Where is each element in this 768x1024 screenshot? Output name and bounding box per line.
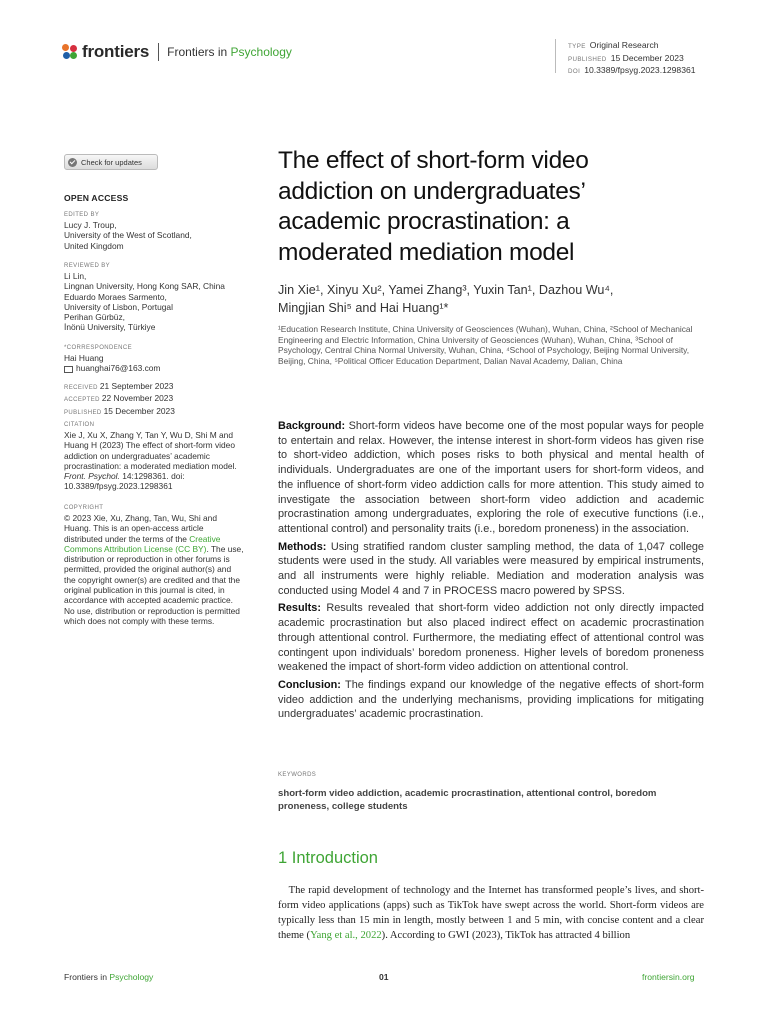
copyright-text: © 2023 Xie, Xu, Zhang, Tan, Wu, Shi and Huang. This is an open-access article distributed under the terms of the Creative Commons Attribution License (CC BY). The use, distribution or reproduction in other forums is permitted, provided the original author(s) and the copyright owner(s) are credited and that the original publication in this journal is cited, in accordance with accepted academic practice. No use, distribution or reproduction is permitted which does not comply with these terms. [64,513,244,626]
received-date: RECEIVED 21 September 2023 [64,381,174,391]
open-access-label: OPEN ACCESS [64,193,129,203]
citation-block: CITATION Xie J, Xu X, Zhang Y, Tan Y, Wu D, Shi M and Huang H (2023) The effect of short-form video addiction on undergraduates’ academic procrastination: a moderated mediation model. Front. Psychol. 14:1298361. doi: 10.3389/fpsyg.2023.1298361 [64,421,244,492]
authors-line-1: Jin Xie¹, Xinyu Xu², Yamei Zhang³, Yuxin Tan¹, Dazhou Wu⁴, [278,283,614,297]
citation-link-yang-2022[interactable]: Yang et al., 2022 [310,930,382,941]
mail-icon [64,366,73,373]
cc-by-license-link[interactable]: Creative Commons Attribution License (CC BY) [64,533,221,554]
correspondence-block: *CORRESPONDENCE Hai Huang huanghai76@163.com [64,344,244,374]
journal-name[interactable]: Frontiers in Psychology [167,45,292,59]
abstract-background: Background: Short-form videos have become one of the most popular ways for people to entertain and relax. However, the intense interest in short-form videos has given rise to short-video addiction, which poses risks to both physical and mental health of individuals. Undergraduates are one of the important users for short-form videos, and the influence of short-form video addiction calls for more attention. This study aimed to investigate the association between short-form video addiction and academic procrastination among undergraduates, exploring the role of executive functions (i.e., attentional control) and personality traits (i.e., boredom proneness) in the association. [278,420,704,535]
abstract [278,419,704,725]
abstract-results: Results: Results revealed that short-form video addiction not only directly impacted academic procrastination but also placed indirect effect on academic procrastination through attentional control. Furthermore, the mediating effect of attentional control was contingent upon individuals’ boredom proneness. Higher levels of boredom proneness weakened the impact of short-form video addiction on attentional control. [278,602,704,674]
keywords: short-form video addiction, academic procrastination, attentional control, boredom proneness, college students [278,788,657,812]
footer-journal[interactable]: Frontiers in Psychology [64,972,154,982]
abstract-conclusion: Conclusion: The findings expand our knowledge of the negative effects of short-form video addiction and the underlying mechanisms, providing implications for mitigating undergraduates’ academic procrastination. [278,678,704,721]
keywords-label: KEYWORDS [278,772,317,778]
footer-site-link[interactable]: frontiersin.org [642,972,695,982]
dates-block [64,381,244,418]
correspondence-email[interactable]: huanghai76@163.com [64,363,244,373]
article-title: The effect of short-form video addiction on undergraduates’ academic procrastination: a moderated mediation model [278,147,589,266]
published-date: PUBLISHED 15 December 2023 [64,405,175,416]
affiliations: ¹Education Research Institute, China University of Geosciences (Wuhan), Wuhan, China, ²School of Mechanical Engineering and Electric Information, China University of Geosciences (Wuhan), Wuhan, China, ³School of Psychology, Central China Normal University, Wuhan, China, ⁴School of Psychology, Beijing Normal University, Beijing, China, ⁵Political Officer Education Department, Dalian Naval Academy, Dalian, China [278,324,693,366]
meta-doi: DOI 10.3389/fpsyg.2023.1298361 [568,65,696,75]
brand-name: frontiers [82,42,150,61]
edited-by-block: EDITED BY Lucy J. Troup, University of the West of Scotland, United Kingdom [64,212,192,251]
authors-line-2: Mingjian Shi⁵ and Hai Huang¹* [278,301,449,315]
frontiers-logo[interactable] [62,42,292,62]
meta-published: PUBLISHED 15 December 2023 [568,52,684,63]
reviewed-by-block: REVIEWED BY Li Lin, Lingnan University, Hong Kong SAR, China Eduardo Moraes Sarmento, University of Lisbon, Portugal Perihan Gürbüz, İnönü University, Türkiye [64,263,225,333]
check-for-updates-button[interactable]: Check for updates [64,154,158,170]
section-heading-introduction: 1 Introduction [278,849,378,867]
introduction-paragraph: The rapid development of technology and the Internet has transformed people’s lives, and short-form video applications (apps) such as TikTok have swept across the world. Short-form videos are typically less than 15 min in length, mostly between 1 and 5 min, with concise content and a clear theme (Yang et al., 2022). According to GWI (2023), TikTok has attracted 4 billion [278,885,704,941]
copyright-block: COPYRIGHT © 2023 Xie, Xu, Zhang, Tan, Wu, Shi and Huang. This is an open-access article distributed under the terms of the Creative Commons Attribution License (CC BY). The use, distribution or reproduction in other forums is permitted, provided the original author(s) and the copyright owner(s) are credited and that the original publication in this journal is cited, in accordance with accepted academic practice. No use, distribution or reproduction is permitted which does not comply with these terms. [64,505,244,626]
checkmark-icon [68,158,77,167]
meta-divider [555,39,556,73]
abstract-methods: Methods: Using stratified random cluster sampling method, the data of 1,047 college students were used in the study. All variables were measured by empirical instruments, and all instruments were highly reliable. Mediation and moderation analysis was conducted using Model 4 and 7 in PROCESS macro powered by SPSS. [278,540,704,597]
page-number: 01 [379,972,389,982]
meta-type: TYPE Original Research [568,40,659,50]
accepted-date: ACCEPTED 22 November 2023 [64,393,174,404]
citation-text: Xie J, Xu X, Zhang Y, Tan Y, Wu D, Shi M and Huang H (2023) The effect of short-form video addiction on undergraduates’ academic procrastination: a moderated mediation model. Front. Psychol. 14:1298361. doi: 10.3389/fpsyg.2023.1298361 [64,430,237,492]
author-list [278,281,698,317]
article-meta [568,40,696,78]
logo-divider [158,43,159,61]
frontiers-logo-icon [62,44,78,60]
